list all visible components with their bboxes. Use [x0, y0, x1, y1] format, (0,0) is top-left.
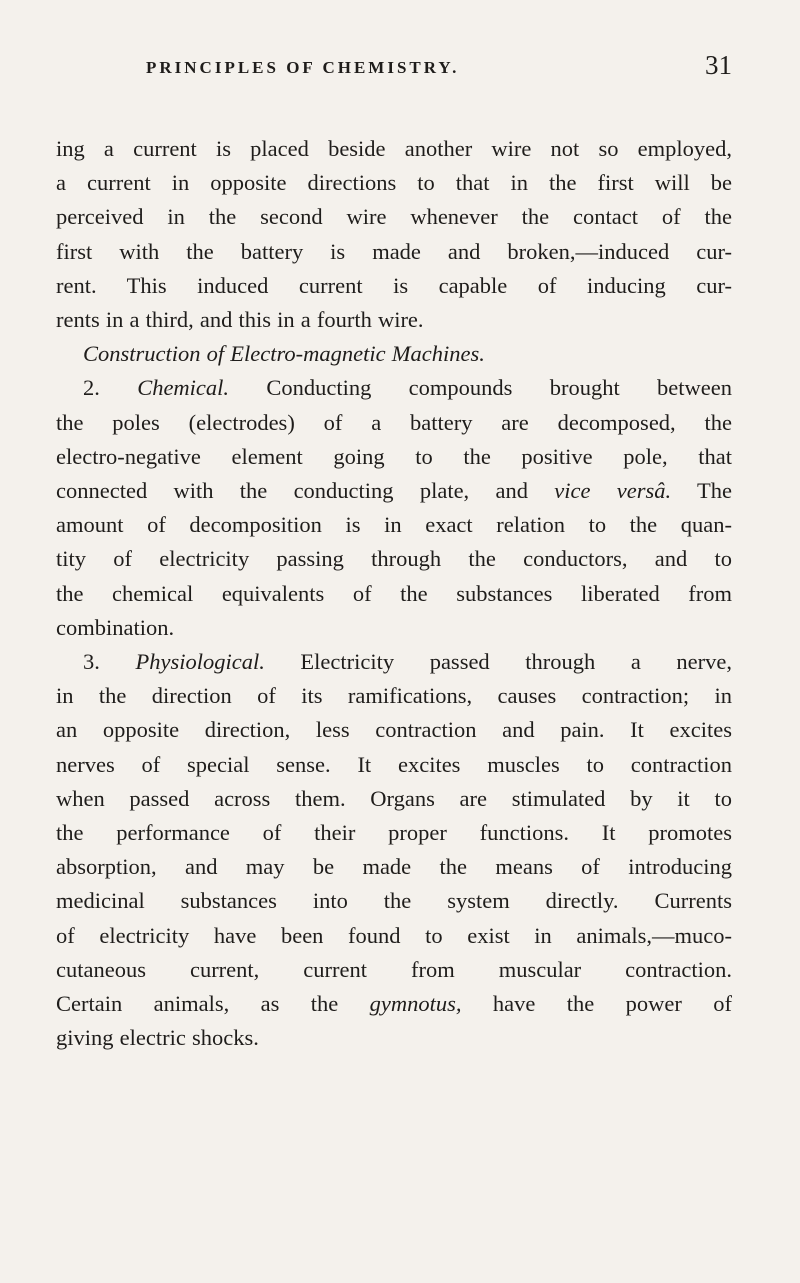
text-line	[56, 440, 732, 474]
text-run: the chemical equivalents of the substances liberated from	[56, 580, 732, 606]
text-line	[56, 645, 732, 679]
text-run: have the power of	[461, 991, 732, 1017]
text-run: combination.	[56, 614, 175, 640]
text-run: 3.	[83, 649, 136, 675]
text-line	[56, 542, 732, 576]
text-line	[56, 235, 732, 269]
text-line	[56, 337, 732, 371]
text-run: perceived in the second wire whenever the contact of the	[56, 204, 732, 230]
text-run: The	[671, 478, 733, 504]
text-line	[56, 1021, 732, 1055]
text-run: ing a current is placed beside another wire not so employed,	[56, 136, 732, 161]
text-line	[56, 303, 732, 337]
italic-text-run: vice versâ.	[554, 478, 672, 504]
text-run: the poles (electrodes) of a battery are decomposed, the	[56, 409, 732, 435]
text-run: of electricity have been found to exist in animals,—muco-	[56, 922, 732, 948]
text-line	[56, 166, 732, 200]
body-text	[56, 132, 732, 1055]
text-run: a current in opposite directions to that in the first will be	[56, 170, 732, 196]
text-line	[56, 200, 732, 234]
text-run: rent. This induced current is capable of inducing cur-	[56, 272, 732, 298]
text-run: an opposite direction, less contraction and pain. It excites	[56, 717, 732, 743]
text-line	[56, 679, 732, 713]
text-line	[56, 269, 732, 303]
text-run: Certain animals, as the	[56, 991, 370, 1017]
text-run: cutaneous current, current from muscular contraction.	[56, 956, 732, 982]
text-run: first with the battery is made and broken,—induced cur-	[56, 238, 732, 264]
text-run: when passed across them. Organs are stimulated by it to	[56, 785, 732, 811]
text-run: tity of electricity passing through the conductors, and to	[56, 546, 732, 572]
text-line	[56, 748, 732, 782]
text-line	[56, 953, 732, 987]
text-line	[56, 884, 732, 918]
text-line	[56, 577, 732, 611]
text-run: medicinal substances into the system directly. Currents	[56, 888, 732, 914]
italic-text-run: Construction of Electro-magnetic Machines.	[83, 341, 485, 367]
text-run: Conducting compounds brought between	[229, 375, 732, 401]
text-run: amount of decomposition is in exact relation to the quan-	[56, 512, 732, 538]
italic-text-run: Chemical.	[137, 375, 230, 401]
page-number: 31	[705, 50, 732, 80]
running-title: PRINCIPLES OF CHEMISTRY.	[146, 58, 460, 77]
italic-text-run: Physiological.	[135, 649, 265, 675]
text-run: in the direction of its ramifications, causes contraction; in	[56, 683, 732, 709]
text-line	[56, 713, 732, 747]
text-line	[56, 816, 732, 850]
text-run: connected with the conducting plate, and	[56, 478, 555, 504]
text-run: electro-negative element going to the positive pole, that	[56, 443, 732, 469]
text-run: 2.	[83, 375, 138, 401]
text-line	[56, 611, 732, 645]
text-line	[56, 508, 732, 542]
running-header	[56, 50, 732, 94]
text-line	[56, 474, 732, 508]
text-run: Electricity passed through a nerve,	[264, 649, 733, 675]
text-run: giving electric shocks.	[56, 1025, 259, 1051]
text-line	[56, 132, 732, 166]
text-run: nerves of special sense. It excites muscles to contraction	[56, 751, 732, 777]
text-line	[56, 987, 732, 1021]
text-line	[56, 782, 732, 816]
text-line	[56, 371, 732, 405]
text-line	[56, 406, 732, 440]
text-line	[56, 919, 732, 953]
text-line	[56, 850, 732, 884]
text-run: the performance of their proper functions. It promotes	[56, 820, 732, 846]
text-run: rents in a third, and this in a fourth wire.	[56, 307, 424, 333]
italic-text-run: gymnotus,	[369, 991, 462, 1017]
text-run: absorption, and may be made the means of introducing	[56, 854, 732, 880]
